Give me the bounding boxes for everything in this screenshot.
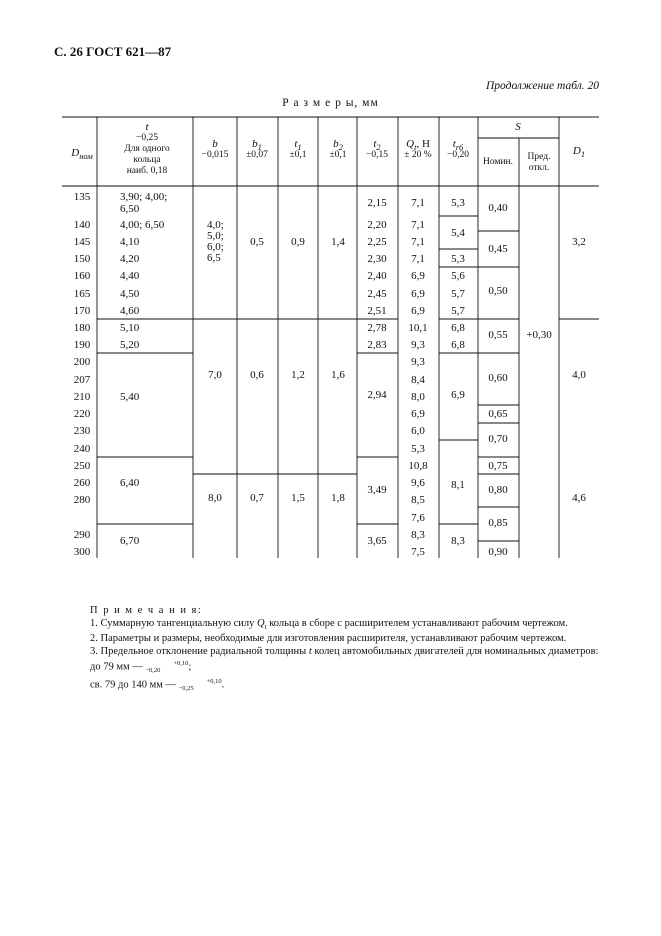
t2-cell: 2,30	[367, 253, 387, 265]
header-t2-symbol: $t_2$	[373, 138, 381, 153]
d-nom-cell: 220	[73, 408, 91, 420]
d-nom-cell: 150	[73, 253, 91, 265]
t-cell: 5,40	[120, 391, 140, 403]
q-cell: 7,5	[411, 546, 425, 558]
header-b-tolerance: −0,015	[201, 150, 229, 160]
q-cell: 7,1	[411, 197, 425, 209]
d-nom-cell: 165	[73, 288, 91, 300]
t2-cell: 2,51	[367, 305, 387, 317]
tr6-cell: 8,1	[451, 479, 465, 491]
t2-cell: 2,83	[367, 339, 387, 351]
q-cell: 6,0	[411, 425, 425, 437]
d-nom-cell: 250	[73, 460, 91, 472]
d-nom-cell: 160	[73, 270, 91, 282]
t-cell: 6,70	[120, 535, 140, 547]
s-nominal-cell: 0,70	[488, 433, 508, 445]
t-cell: 5,10	[120, 322, 140, 334]
b1-cell: 0,6	[250, 369, 264, 381]
q-cell: 10,1	[408, 322, 428, 334]
page-header: С. 26 ГОСТ 621—87	[54, 44, 172, 59]
header-s-symbol: S	[515, 121, 521, 133]
q-cell: 9,3	[411, 339, 425, 351]
header-t2-tolerance: −0,15	[366, 150, 388, 160]
header-t1-symbol: $t_1$	[294, 138, 302, 153]
note-1: 1. Суммарную тангенциальную силу $Q_t$ кольца в сборе с расширителем устанавливают рабочим чертежом.	[90, 617, 568, 631]
tolerance-fraction: +0,10 −0,20	[145, 660, 189, 675]
t-cell: 4,50	[120, 288, 140, 300]
t-cell: 6,50	[120, 203, 140, 215]
t1-cell: 1,2	[291, 369, 305, 381]
header-t-tolerance: −0,25	[136, 133, 158, 143]
q-cell: 8,4	[411, 374, 425, 386]
b-cell: 8,0	[208, 492, 222, 504]
d-nom-cell: 207	[73, 374, 91, 386]
b1-cell: 0,5	[250, 236, 264, 248]
header-tr6-tolerance: −0,20	[447, 150, 469, 160]
b1-cell: 0,7	[250, 492, 264, 504]
q-cell: 9,3	[411, 356, 425, 368]
d1-cell: 4,6	[572, 492, 586, 504]
q-cell: 7,1	[411, 253, 425, 265]
table-continuation-label: Продолжение табл. 20	[486, 80, 599, 92]
s-nominal-cell: 0,85	[488, 517, 508, 529]
tolerance-fraction: +0,10 −0,25	[178, 678, 222, 693]
q-cell: 7,1	[411, 219, 425, 231]
t2-cell: 2,20	[367, 219, 387, 231]
note-3: 3. Предельное отклонение радиальной толщины t колец автомобильных двигателей для номинальных диаметров:	[90, 645, 599, 657]
s-nominal-cell: 0,80	[488, 484, 508, 496]
d-nom-cell: 170	[73, 305, 91, 317]
header-b1-symbol: $b_1$	[252, 138, 262, 153]
header-b2-symbol: $b_2$	[333, 138, 343, 153]
q-cell: 7,1	[411, 236, 425, 248]
t2-cell: 2,45	[367, 288, 387, 300]
t-cell: 4,40	[120, 270, 140, 282]
d-nom-cell: 280	[73, 494, 91, 506]
q-cell: 10,8	[408, 460, 428, 472]
t1-cell: 1,5	[291, 492, 305, 504]
s-nominal-cell: 0,75	[488, 460, 508, 472]
header-s-deviation-1: Пред.	[527, 152, 551, 162]
s-nominal-cell: 0,55	[488, 329, 508, 341]
header-q-tolerance: ± 20 %	[404, 150, 432, 160]
q-cell: 6,9	[411, 408, 425, 420]
header-s-nominal: Номин.	[483, 157, 513, 167]
d1-cell: 4,0	[572, 369, 586, 381]
d-nom-cell: 210	[73, 391, 91, 403]
tr6-cell: 5,7	[451, 305, 465, 317]
header-d1: $D_1$	[572, 145, 586, 160]
t2-cell: 2,40	[367, 270, 387, 282]
header-b1-tolerance: ±0,07	[246, 150, 268, 160]
header-q-symbol: $Q_t$, Н	[406, 138, 430, 153]
tr6-cell: 5,7	[451, 288, 465, 300]
s-deviation-cell: +0,30	[526, 329, 552, 341]
header-t1-tolerance: ±0,1	[289, 150, 307, 160]
s-nominal-cell: 0,90	[488, 546, 508, 558]
t2-cell: 2,94	[367, 389, 387, 401]
header-tr6-symbol: $t_{r6}$	[452, 138, 464, 153]
t2-cell: 3,49	[367, 484, 387, 496]
b-cell: 6,5	[207, 252, 221, 264]
t2-cell: 2,25	[367, 236, 387, 248]
b2-cell: 1,6	[331, 369, 345, 381]
tr6-cell: 5,3	[451, 197, 465, 209]
t-cell: 6,40	[120, 477, 140, 489]
d-nom-cell: 140	[73, 219, 91, 231]
s-nominal-cell: 0,50	[488, 285, 508, 297]
s-nominal-cell: 0,60	[488, 372, 508, 384]
d-nom-cell: 290	[73, 529, 91, 541]
d-nom-cell: 145	[73, 236, 91, 248]
d-nom-cell: 240	[73, 443, 91, 455]
q-cell: 5,3	[411, 443, 425, 455]
b-cell: 7,0	[208, 369, 222, 381]
d-nom-cell: 135	[73, 191, 91, 203]
q-cell: 6,9	[411, 288, 425, 300]
q-cell: 7,6	[411, 512, 425, 524]
header-t-symbol: t	[145, 121, 149, 133]
tr6-cell: 5,3	[451, 253, 465, 265]
b-cell: 6,0;	[207, 241, 224, 253]
table-caption: Р а з м е р ы, мм	[282, 97, 379, 109]
note-2: 2. Параметры и размеры, необходимые для изготовления расширителя, устанавливают рабочим чертежом.	[90, 633, 567, 645]
t-cell: 4,20	[120, 253, 140, 265]
d-nom-cell: 230	[73, 425, 91, 437]
t1-cell: 0,9	[291, 236, 305, 248]
d-nom-cell: 200	[73, 356, 91, 368]
tr6-cell: 6,8	[451, 322, 465, 334]
q-cell: 9,6	[411, 477, 425, 489]
q-cell: 8,5	[411, 494, 425, 506]
t-cell: 4,60	[120, 305, 140, 317]
s-nominal-cell: 0,45	[488, 243, 508, 255]
tr6-cell: 5,6	[451, 270, 465, 282]
tr6-cell: 8,3	[451, 535, 465, 547]
t2-cell: 2,15	[367, 197, 387, 209]
s-nominal-cell: 0,65	[488, 408, 508, 420]
t-cell: 3,90; 4,00;	[120, 191, 168, 203]
q-cell: 6,9	[411, 305, 425, 317]
b2-cell: 1,8	[331, 492, 345, 504]
header-t-line3: наиб. 0,18	[126, 166, 168, 176]
t2-cell: 3,65	[367, 535, 387, 547]
header-t-line1: Для одного	[124, 144, 170, 154]
note-3-range-2: св. 79 до 140 мм — +0,10 −0,25 .	[90, 678, 225, 693]
d-nom-cell: 260	[73, 477, 91, 489]
header-s-deviation-2: откл.	[528, 163, 550, 173]
t-cell: 4,10	[120, 236, 140, 248]
t-cell: 5,20	[120, 339, 140, 351]
b-cell: 5,0;	[207, 230, 224, 242]
tr6-cell: 5,4	[451, 227, 465, 239]
b2-cell: 1,4	[331, 236, 345, 248]
t2-cell: 2,78	[367, 322, 387, 334]
t-cell: 4,00; 6,50	[120, 219, 165, 231]
q-cell: 8,0	[411, 391, 425, 403]
d-nom-cell: 190	[73, 339, 91, 351]
header-t-line2: кольца	[133, 155, 161, 165]
b-cell: 4,0;	[207, 219, 224, 231]
notes-heading: П р и м е ч а н и я:	[90, 605, 203, 616]
header-d-nom: $D_{ном}$	[71, 147, 93, 162]
tr6-cell: 6,9	[451, 389, 465, 401]
header-b-symbol: b	[212, 138, 218, 150]
tr6-cell: 6,8	[451, 339, 465, 351]
header-b2-tolerance: ±0,1	[329, 150, 347, 160]
q-cell: 6,9	[411, 270, 425, 282]
note-3-range-1: до 79 мм — +0,10 −0,20 ;	[90, 660, 192, 675]
q-cell: 8,3	[411, 529, 425, 541]
d-nom-cell: 300	[73, 546, 91, 558]
d1-cell: 3,2	[572, 236, 586, 248]
d-nom-cell: 180	[73, 322, 91, 334]
s-nominal-cell: 0,40	[488, 202, 508, 214]
notes-section	[62, 605, 602, 692]
